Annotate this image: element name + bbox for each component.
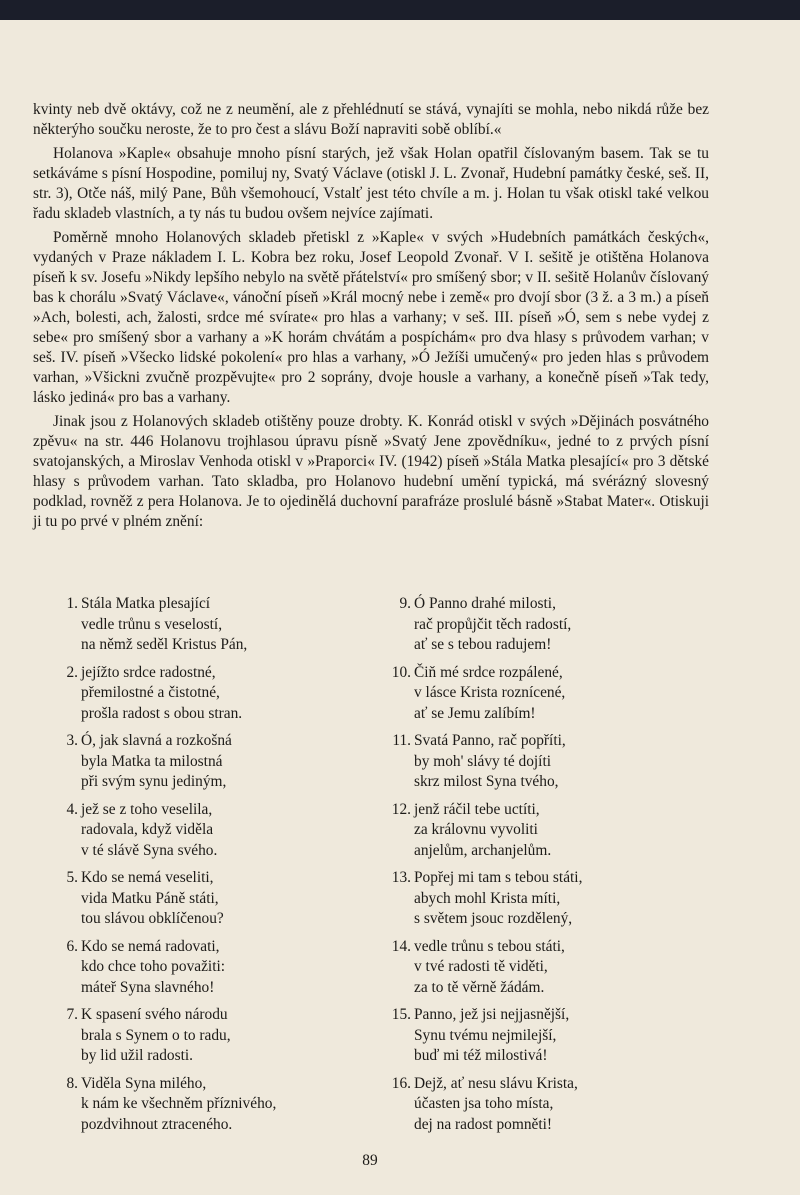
stanza-line: v lásce Krista roznícené, xyxy=(414,684,566,701)
stanza-line: máteř Syna slavného! xyxy=(81,978,215,996)
stanza-line: K spasení svého národu xyxy=(81,1006,228,1023)
stanza-number: 2. xyxy=(66,663,78,681)
stanza-line: prošla radost s obou stran. xyxy=(81,704,243,722)
stanza-line: Čiň mé srdce rozpálené, xyxy=(414,663,563,681)
stanza-line: na němž seděl Kristus Pán, xyxy=(81,636,248,653)
stanza-number: 4. xyxy=(66,800,78,818)
body-text xyxy=(33,100,709,532)
poem-stanza xyxy=(385,937,665,999)
stanza-number: 14. xyxy=(391,937,411,955)
stanza-number: 9. xyxy=(399,595,411,612)
poem-stanza xyxy=(60,663,340,725)
stanza-line: jež se z toho veselila, xyxy=(81,800,213,818)
stanza-line: ať se s tebou radujem! xyxy=(414,636,552,653)
stanza-line: Popřej mi tam s tebou státi, xyxy=(414,869,583,886)
poem-stanza xyxy=(385,663,665,725)
stanza-line: v té slávě Syna svého. xyxy=(81,841,218,859)
stanza-line: Synu tvému nejmilejší, xyxy=(414,1026,557,1044)
stanza-first-line xyxy=(385,731,665,752)
stanza-number: 6. xyxy=(66,937,78,955)
stanza-line: Panno, jež jsi nejjasnější, xyxy=(414,1006,570,1023)
stanza-first-line xyxy=(385,937,665,958)
poem-stanza xyxy=(385,1074,665,1136)
stanza-first-line xyxy=(60,731,340,752)
stanza-line: s světem jsouc rozdělený, xyxy=(414,910,573,927)
poem-stanza xyxy=(60,1074,340,1136)
stanza-line: anjelům, archanjelům. xyxy=(414,841,552,859)
stanza-line: by moh' slávy té dojíti xyxy=(414,752,552,770)
stanza-line: buď mi též milostivá! xyxy=(414,1047,548,1064)
poem-stanza xyxy=(60,731,340,793)
stanza-first-line xyxy=(60,594,340,615)
paragraph-kaple: Holanova »Kaple« obsahuje mnoho písní starých, jež však Holan opatřil číslovaným basem. Tak se tu setkáváme s písní Hospodine, pomiluj ny, Svatý Václave (otiskl J. L. Zvonař, Hudební památky české, seš. II, str. 3), Otče náš, milý Pane, Bůh všemohoucí, Vstalť jest této chvíle a m. j. Holan tu však otiskl také velkou řadu skladeb vlastních, a ty nás tu budou ovšem nejvíce zajímati. xyxy=(33,145,709,222)
stanza-line: v tvé radosti tě viděti, xyxy=(414,958,548,975)
stanza-line: vedle trůnu s veselostí, xyxy=(81,615,223,633)
stanza-first-line xyxy=(60,868,340,889)
poem-stanza xyxy=(60,937,340,999)
stanza-first-line xyxy=(385,594,665,615)
stanza-line: Stála Matka plesající xyxy=(81,595,211,612)
stanza-line: za to tě věrně žádám. xyxy=(414,978,545,996)
stanza-first-line xyxy=(385,1074,665,1095)
stanza-first-line xyxy=(385,800,665,821)
stanza-number: 15. xyxy=(391,1006,411,1023)
stanza-number: 5. xyxy=(66,869,78,886)
stanza-line: kdo chce toho považiti: xyxy=(81,958,226,975)
stanza-line: ať se Jemu zalíbím! xyxy=(414,704,536,722)
poem-stanza xyxy=(60,868,340,930)
stanza-line: vedle trůnu s tebou státi, xyxy=(414,937,565,955)
stanza-line: byla Matka ta milostná xyxy=(81,752,223,770)
stanza-line: tou slávou obklíčenou? xyxy=(81,910,224,927)
stanza-line: vida Matku Páně státi, xyxy=(81,889,219,907)
stanza-line: Kdo se nemá radovati, xyxy=(81,937,220,955)
stanza-first-line xyxy=(385,1005,665,1026)
stanza-line: pozdvihnout ztraceného. xyxy=(81,1115,233,1133)
top-edge-bar xyxy=(0,0,800,20)
stanza-first-line xyxy=(60,800,340,821)
stanza-first-line xyxy=(385,868,665,889)
stanza-line: dej na radost pomněti! xyxy=(414,1115,553,1133)
poem-stanza xyxy=(60,800,340,862)
stanza-line: jejížto srdce radostné, xyxy=(81,663,216,681)
stanza-number: 11. xyxy=(392,732,411,749)
stanza-line: účasten jsa toho místa, xyxy=(414,1095,554,1112)
paragraph-continuation: kvinty neb dvě oktávy, což ne z neumění, ale z přehlédnutí se stává, vynajíti se mohla, nebo nikdá růže bez některýho součku neroste, že to pro čest a slávu Boží napraviti sobě oblíbí.« xyxy=(33,101,709,138)
stanza-line: Dejž, ať nesu slávu Krista, xyxy=(414,1074,578,1092)
stanza-line: při svým synu jediným, xyxy=(81,773,227,790)
stanza-first-line xyxy=(60,1074,340,1095)
poem-stanza xyxy=(385,800,665,862)
stanza-line: k nám ke všechněm příznivého, xyxy=(81,1095,277,1112)
stanza-line: Ó, jak slavná a rozkošná xyxy=(81,732,232,749)
stanza-line: přemilostné a čistotné, xyxy=(81,684,220,701)
poem-stanza xyxy=(385,1005,665,1067)
stanza-number: 10. xyxy=(391,663,411,681)
stanza-number: 8. xyxy=(66,1074,78,1092)
paragraph-drobty: Jinak jsou z Holanových skladeb otištěny pouze drobty. K. Konrád otiskl v svých »Dějinách posvátného zpěvu« na str. 446 Holanovu trojhlasou úpravu písně »Svatý Jene zpovědníku«, jedné to z prvých písní svatojanských, a Miroslav Venhoda otiskl v »Praporci« IV. (1942) píseň »Stála Matka plesající« pro 3 dětské hlasy s průvodem varhan. Tato skladba, pro Holanovo hudební umění typická, má svérázný slovesný podklad, rovněž z pera Holanova. Je to ojedinělá duchovní parafráze proslulé básně »Stabat Mater«. Otiskuji ji tu po prvé v plném znění: xyxy=(33,413,709,530)
stanza-line: jenž ráčil tebe uctíti, xyxy=(414,800,540,818)
poem-stanza xyxy=(60,594,340,656)
stanza-line: skrz milost Syna tvého, xyxy=(414,773,559,790)
stanza-first-line xyxy=(60,663,340,684)
stanza-line: rač propůjčit těch radostí, xyxy=(414,615,572,633)
poem-stanza xyxy=(385,594,665,656)
poem-stanza xyxy=(60,1005,340,1067)
stanza-line: radovala, když viděla xyxy=(81,821,214,838)
stanza-first-line xyxy=(60,937,340,958)
stanza-number: 16. xyxy=(391,1074,411,1092)
stanza-line: za královnu vyvoliti xyxy=(414,821,538,838)
stanza-number: 3. xyxy=(66,732,78,749)
stanza-number: 7. xyxy=(66,1006,78,1023)
stanza-line: Ó Panno drahé milosti, xyxy=(414,595,556,612)
stanza-first-line xyxy=(385,663,665,684)
stanza-number: 1. xyxy=(66,595,78,612)
stanza-line: Svatá Panno, rač popříti, xyxy=(414,732,566,749)
paragraph-zvonar: Poměrně mnoho Holanových skladeb přetiskl z »Kaple« v svých »Hudebních památkách českých«, vydaných v Praze nákladem I. L. Kobra bez roku, Josef Leopold Zvonař. V I. sešitě je otištěna Holanova píseň k sv. Josefu »Nikdy lepšího nebylo na světě přátelství« pro smíšený sbor; v II. sešitě Holanův číslovaný bas k chorálu »Svatý Václave«, vánoční píseň »Král mocný nebe i země« pro dvojí sbor (3 ž. a 3 m.) a píseň »Ach, bolesti, ach, žalosti, srdce mé svírate« pro hlas a varhany; v seš. III. píseň »Ó, sem s nebe vydej z sebe« pro smíšený sbor a varhany a »K horám chvátám a pospíchám« pro dva hlasy s průvodem varhan; v seš. IV. píseň »Všecko lidské pokolení« pro hlas a varhany, »Ó Ježíši umučený« pro jeden hlas s průvodem varhan, »Všickni zvučně prozpěvujte« pro 2 soprány, dvoje housle a varhany, a konečně píseň »Tak tedy, lásko jediná« pro bas a varhany. xyxy=(33,229,709,406)
stanza-line: by lid užil radosti. xyxy=(81,1047,193,1064)
poem-stanza xyxy=(385,731,665,793)
stanza-number: 12. xyxy=(391,800,411,818)
stanza-line: brala s Synem o to radu, xyxy=(81,1026,231,1044)
stanza-line: Kdo se nemá veseliti, xyxy=(81,869,214,886)
page-number: 89 xyxy=(362,1152,378,1169)
stanza-line: abych mohl Krista míti, xyxy=(414,889,561,907)
poem-stanza xyxy=(385,868,665,930)
stanza-number: 13. xyxy=(391,869,411,886)
stanza-first-line xyxy=(60,1005,340,1026)
stanza-line: Viděla Syna milého, xyxy=(81,1074,207,1092)
